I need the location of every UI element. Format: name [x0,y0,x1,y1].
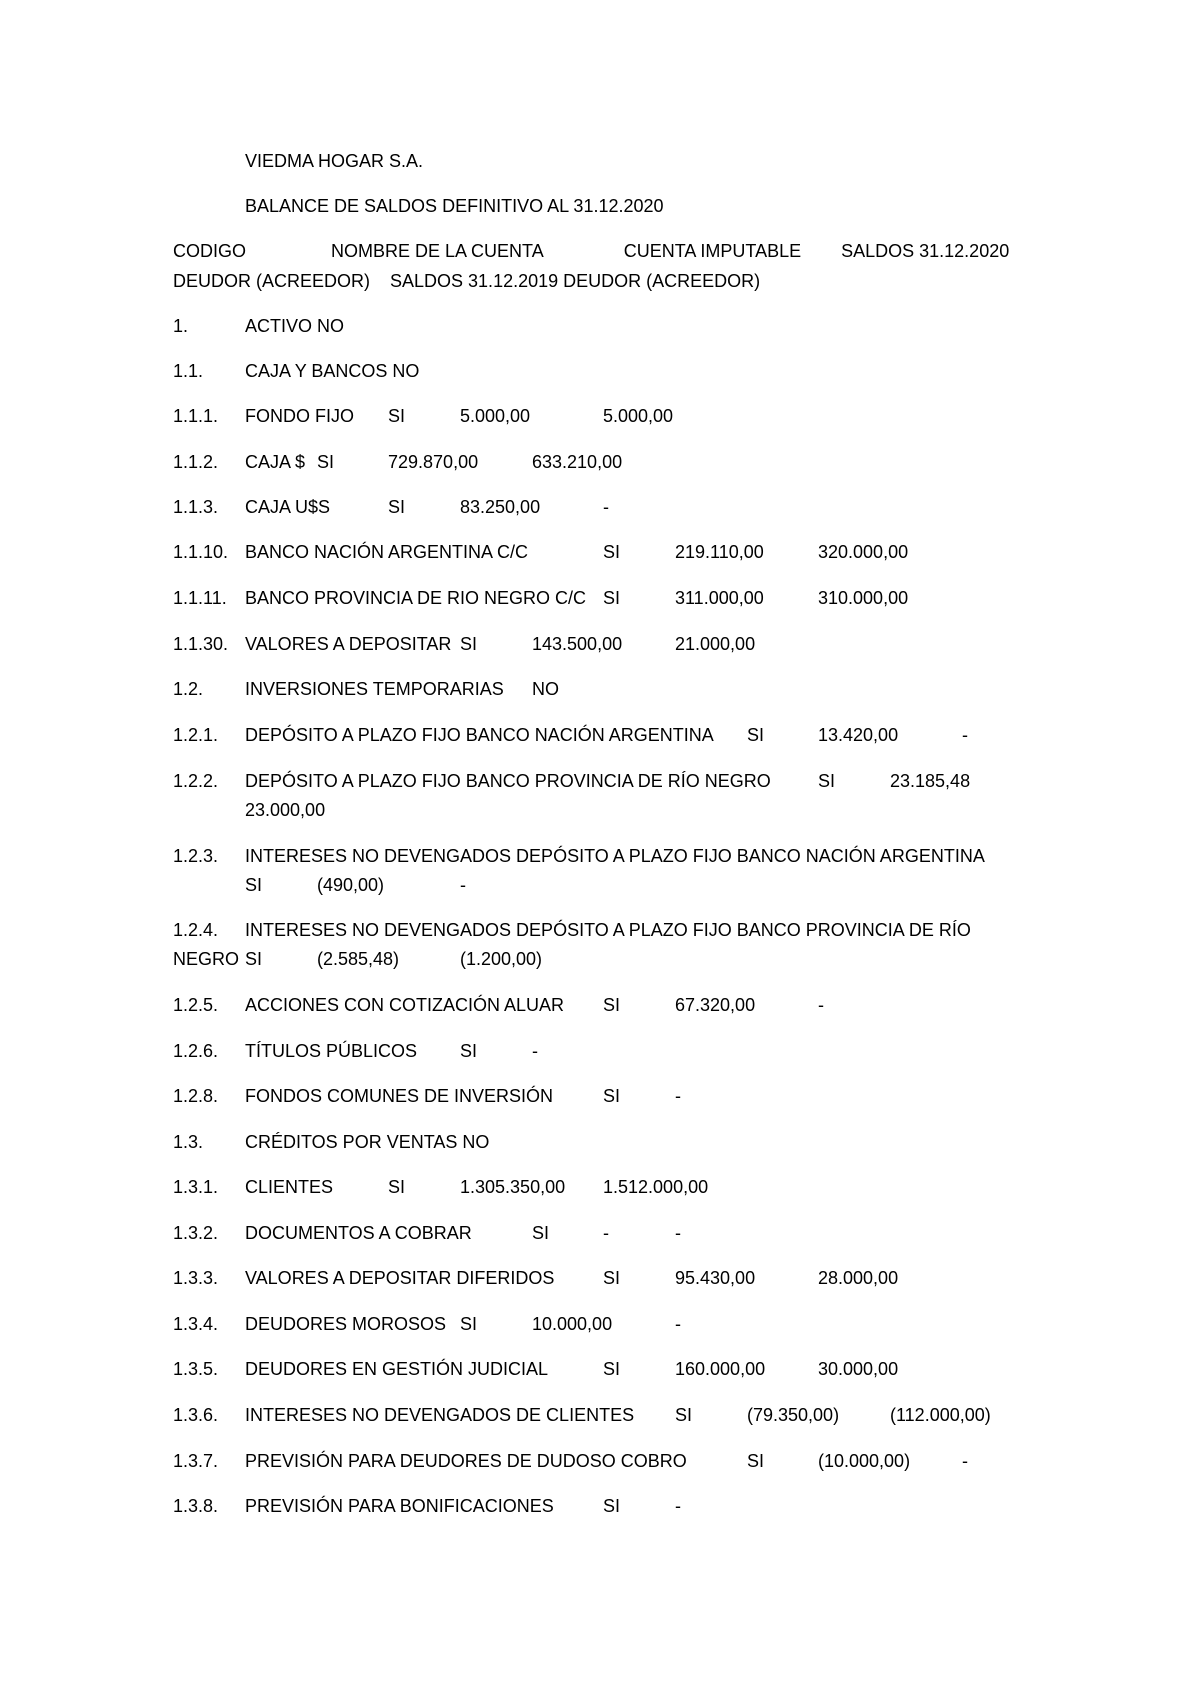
row-code: 1.1.2. [173,452,219,472]
row-imputable: SI [603,995,621,1015]
row-balance-2020: 23.185,48 [890,771,971,791]
row-balance-2020: 10.000,00 [532,1314,613,1334]
row-name: TÍTULOS PÚBLICOS [245,1041,418,1061]
row-balance-2020: 1.305.350,00 [460,1177,566,1197]
row-name: INTERESES NO DEVENGADOS DEPÓSITO A PLAZO FIJO BANCO NACIÓN ARGENTINA [245,846,985,866]
row-code: 1.3.3. [173,1268,219,1288]
row-name: CAJA $ [245,452,306,472]
row-balance-2020: 219.110,00 [675,542,764,562]
row-name: CAJA Y BANCOS NO [245,361,420,381]
row-imputable: NO [532,679,559,699]
row-imputable: SI [603,1086,621,1106]
row-code: 1.2.2. [173,771,219,791]
row-name: INTERESES NO DEVENGADOS DEPÓSITO A PLAZO FIJO BANCO PROVINCIA DE RÍO [245,920,971,940]
row-balance-2019: (1.200,00) [460,949,543,969]
row-imputable: SI [747,725,765,745]
row-imputable: SI [460,1314,478,1334]
row-balance-2020: 143.500,00 [532,634,623,654]
row-imputable: SI [603,588,621,608]
row-balance-2019: - [962,1451,968,1471]
row-code: 1.3.7. [173,1451,219,1471]
row-code: 1.1.11. [173,588,227,608]
row-balance-2019: 21.000,00 [675,634,756,654]
row-name: PREVISIÓN PARA BONIFICACIONES [245,1496,554,1516]
row-name: ACTIVO NO [245,316,345,336]
row-balance-2019: 320.000,00 [818,542,909,562]
row-balance-2020: 95.430,00 [675,1268,756,1288]
row-imputable: SI [245,875,263,895]
row-balance-2019: - [603,497,609,517]
header-line-2: DEUDOR (ACREEDOR) SALDOS 31.12.2019 DEUDOR (ACREEDOR) [173,271,761,291]
row-balance-2019: 1.512.000,00 [603,1177,709,1197]
row-name: CLIENTES [245,1177,334,1197]
row-code: 1.2.6. [173,1041,219,1061]
row-name-continued: NEGRO [173,949,240,969]
row-balance-2020: 729.870,00 [388,452,479,472]
row-balance-2020: (490,00) [317,875,385,895]
row-balance-2020: 5.000,00 [460,406,531,426]
row-code: 1.2.3. [173,846,219,866]
row-imputable: SI [603,1268,621,1288]
row-imputable: SI [245,949,263,969]
row-name: VALORES A DEPOSITAR DIFERIDOS [245,1268,555,1288]
row-name: CAJA U$S [245,497,331,517]
row-code: 1. [173,316,189,336]
row-name: DEUDORES EN GESTIÓN JUDICIAL [245,1359,549,1379]
row-balance-2020: - [675,1496,681,1516]
row-balance-2020: 311.000,00 [675,588,764,608]
row-balance-2020: 67.320,00 [675,995,756,1015]
row-code: 1.2. [173,679,204,699]
row-name: CRÉDITOS POR VENTAS NO [245,1132,490,1152]
row-balance-2019: - [818,995,824,1015]
row-balance-2019: 28.000,00 [818,1268,899,1288]
row-name: VALORES A DEPOSITAR [245,634,452,654]
row-balance-2020: 13.420,00 [818,725,899,745]
row-code: 1.3.6. [173,1405,219,1425]
row-balance-2020: (2.585,48) [317,949,400,969]
row-balance-2020: 160.000,00 [675,1359,766,1379]
row-name: BANCO PROVINCIA DE RIO NEGRO C/C [245,588,587,608]
row-balance-2019: 30.000,00 [818,1359,899,1379]
company-name: VIEDMA HOGAR S.A. [245,151,424,171]
row-code: 1.3.1. [173,1177,219,1197]
row-code: 1.3.2. [173,1223,219,1243]
row-imputable: SI [388,1177,406,1197]
row-code: 1.3.4. [173,1314,219,1334]
row-code: 1.2.1. [173,725,219,745]
row-balance-2020: (10.000,00) [818,1451,911,1471]
header-line-1: CODIGO NOMBRE DE LA CUENTA CUENTA IMPUTABLE SALDOS 31.12.2020 [173,241,1010,261]
row-imputable: SI [388,406,406,426]
row-imputable: SI [603,542,621,562]
row-balance-2019: 310.000,00 [818,588,909,608]
row-name: DOCUMENTOS A COBRAR [245,1223,472,1243]
row-balance-2019: - [460,875,466,895]
row-name: FONDOS COMUNES DE INVERSIÓN [245,1086,554,1106]
row-balance-2019: 633.210,00 [532,452,623,472]
row-imputable: SI [675,1405,693,1425]
row-balance-2019: - [962,725,968,745]
row-name: DEUDORES MOROSOS [245,1314,447,1334]
document-title: BALANCE DE SALDOS DEFINITIVO AL 31.12.2020 [245,196,664,216]
row-code: 1.1.3. [173,497,219,517]
row-balance-2019: - [675,1314,681,1334]
row-imputable: SI [388,497,406,517]
row-name: DEPÓSITO A PLAZO FIJO BANCO NACIÓN ARGENTINA [245,725,714,745]
row-balance-2020: (79.350,00) [747,1405,840,1425]
row-code: 1.1.30. [173,634,229,654]
row-imputable: SI [532,1223,550,1243]
row-imputable: SI [747,1451,765,1471]
row-name: DEPÓSITO A PLAZO FIJO BANCO PROVINCIA DE RÍO NEGRO [245,771,771,791]
row-imputable: SI [603,1359,621,1379]
row-name: INTERESES NO DEVENGADOS DE CLIENTES [245,1405,635,1425]
row-balance-2019: (112.000,00) [890,1405,991,1425]
row-code: 1.3.5. [173,1359,219,1379]
row-balance-2019: 23.000,00 [245,800,326,820]
row-code: 1.2.4. [173,920,219,940]
row-code: 1.3. [173,1132,204,1152]
row-balance-2020: - [675,1086,681,1106]
row-balance-2020: - [532,1041,538,1061]
row-balance-2020: - [603,1223,609,1243]
row-imputable: SI [317,452,335,472]
row-imputable: SI [460,634,478,654]
row-imputable: SI [603,1496,621,1516]
row-code: 1.1. [173,361,204,381]
row-balance-2020: 83.250,00 [460,497,541,517]
row-imputable: SI [460,1041,478,1061]
row-balance-2019: - [675,1223,681,1243]
row-imputable: SI [818,771,836,791]
row-code: 1.2.8. [173,1086,219,1106]
row-balance-2019: 5.000,00 [603,406,674,426]
row-code: 1.1.10. [173,542,229,562]
row-name: FONDO FIJO [245,406,354,426]
row-name: INVERSIONES TEMPORARIAS [245,679,504,699]
row-name: ACCIONES CON COTIZACIÓN ALUAR [245,995,565,1015]
row-name: PREVISIÓN PARA DEUDORES DE DUDOSO COBRO [245,1451,687,1471]
row-code: 1.1.1. [173,406,219,426]
row-code: 1.2.5. [173,995,219,1015]
row-code: 1.3.8. [173,1496,219,1516]
row-name: BANCO NACIÓN ARGENTINA C/C [245,542,529,562]
